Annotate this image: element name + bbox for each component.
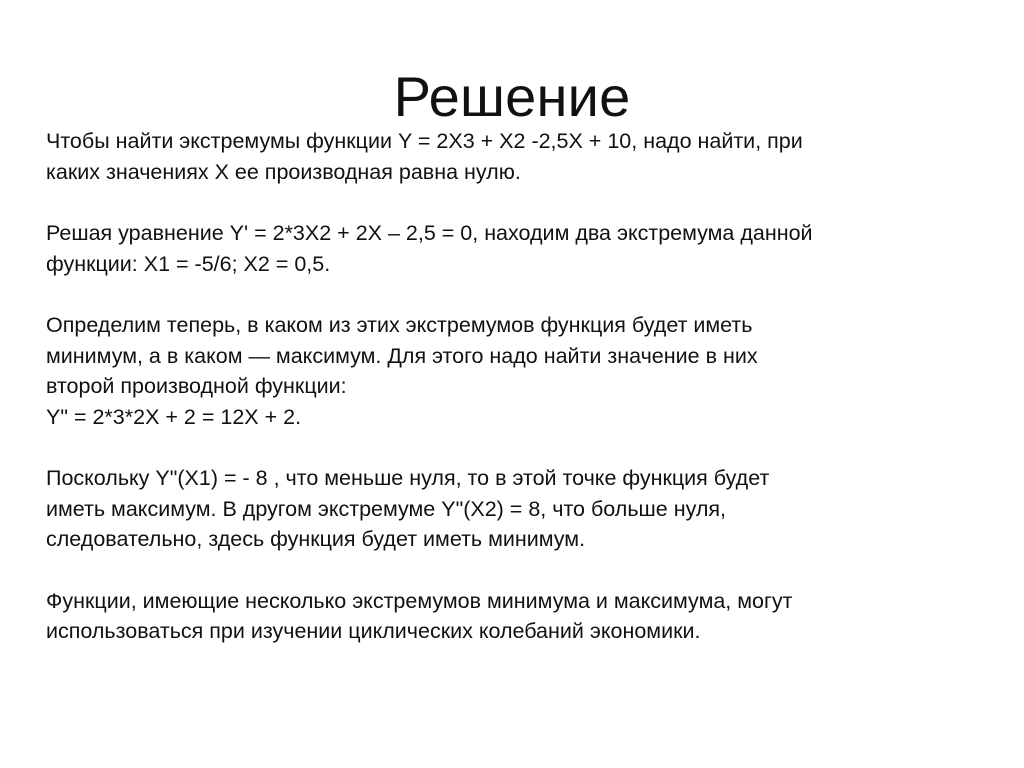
text-line: Функции, имеющие несколько экстремумов минимума и максимума, могут — [46, 588, 793, 613]
text-line: Чтобы найти экстремумы функции Y = 2X3 + X2 -2,5X + 10, надо найти, при — [46, 129, 803, 153]
text-line: минимум, а в каком — максимум. Для этого надо найти значение в них — [46, 343, 758, 368]
slide-content — [46, 126, 986, 647]
text-line: использоваться при изучении циклических колебаний экономики. — [46, 619, 701, 643]
text-line: каких значениях X ее производная равна нулю. — [46, 159, 521, 184]
paragraph-economic-application — [46, 586, 986, 647]
text-line: функции: X1 = -5/6; X2 = 0,5. — [46, 251, 331, 276]
text-line: Поскольку Y"(X1) = - 8 , что меньше нуля, то в этой точке функция будет — [46, 466, 770, 490]
text-line: второй производной функции: — [46, 374, 347, 398]
paragraph-second-derivative — [46, 310, 986, 432]
formula-line: Y" = 2*3*2X + 2 = 12X + 2. — [46, 404, 302, 429]
paragraph-minimum-maximum — [46, 463, 986, 555]
text-line: Определим теперь, в каком из этих экстремумов функция будет иметь — [46, 313, 753, 337]
paragraph-extremum-condition — [46, 126, 986, 187]
text-line: следовательно, здесь функция будет иметь минимум. — [46, 527, 586, 551]
text-line: иметь максимум. В другом экстремуме Y"(X2) = 8, что больше нуля, — [46, 496, 727, 521]
text-line: Решая уравнение Y' = 2*3X2 + 2X – 2,5 = 0, находим два экстремума данной — [46, 221, 813, 245]
paragraph-derivative-solution — [46, 218, 986, 279]
slide-title: Решение — [393, 65, 631, 128]
